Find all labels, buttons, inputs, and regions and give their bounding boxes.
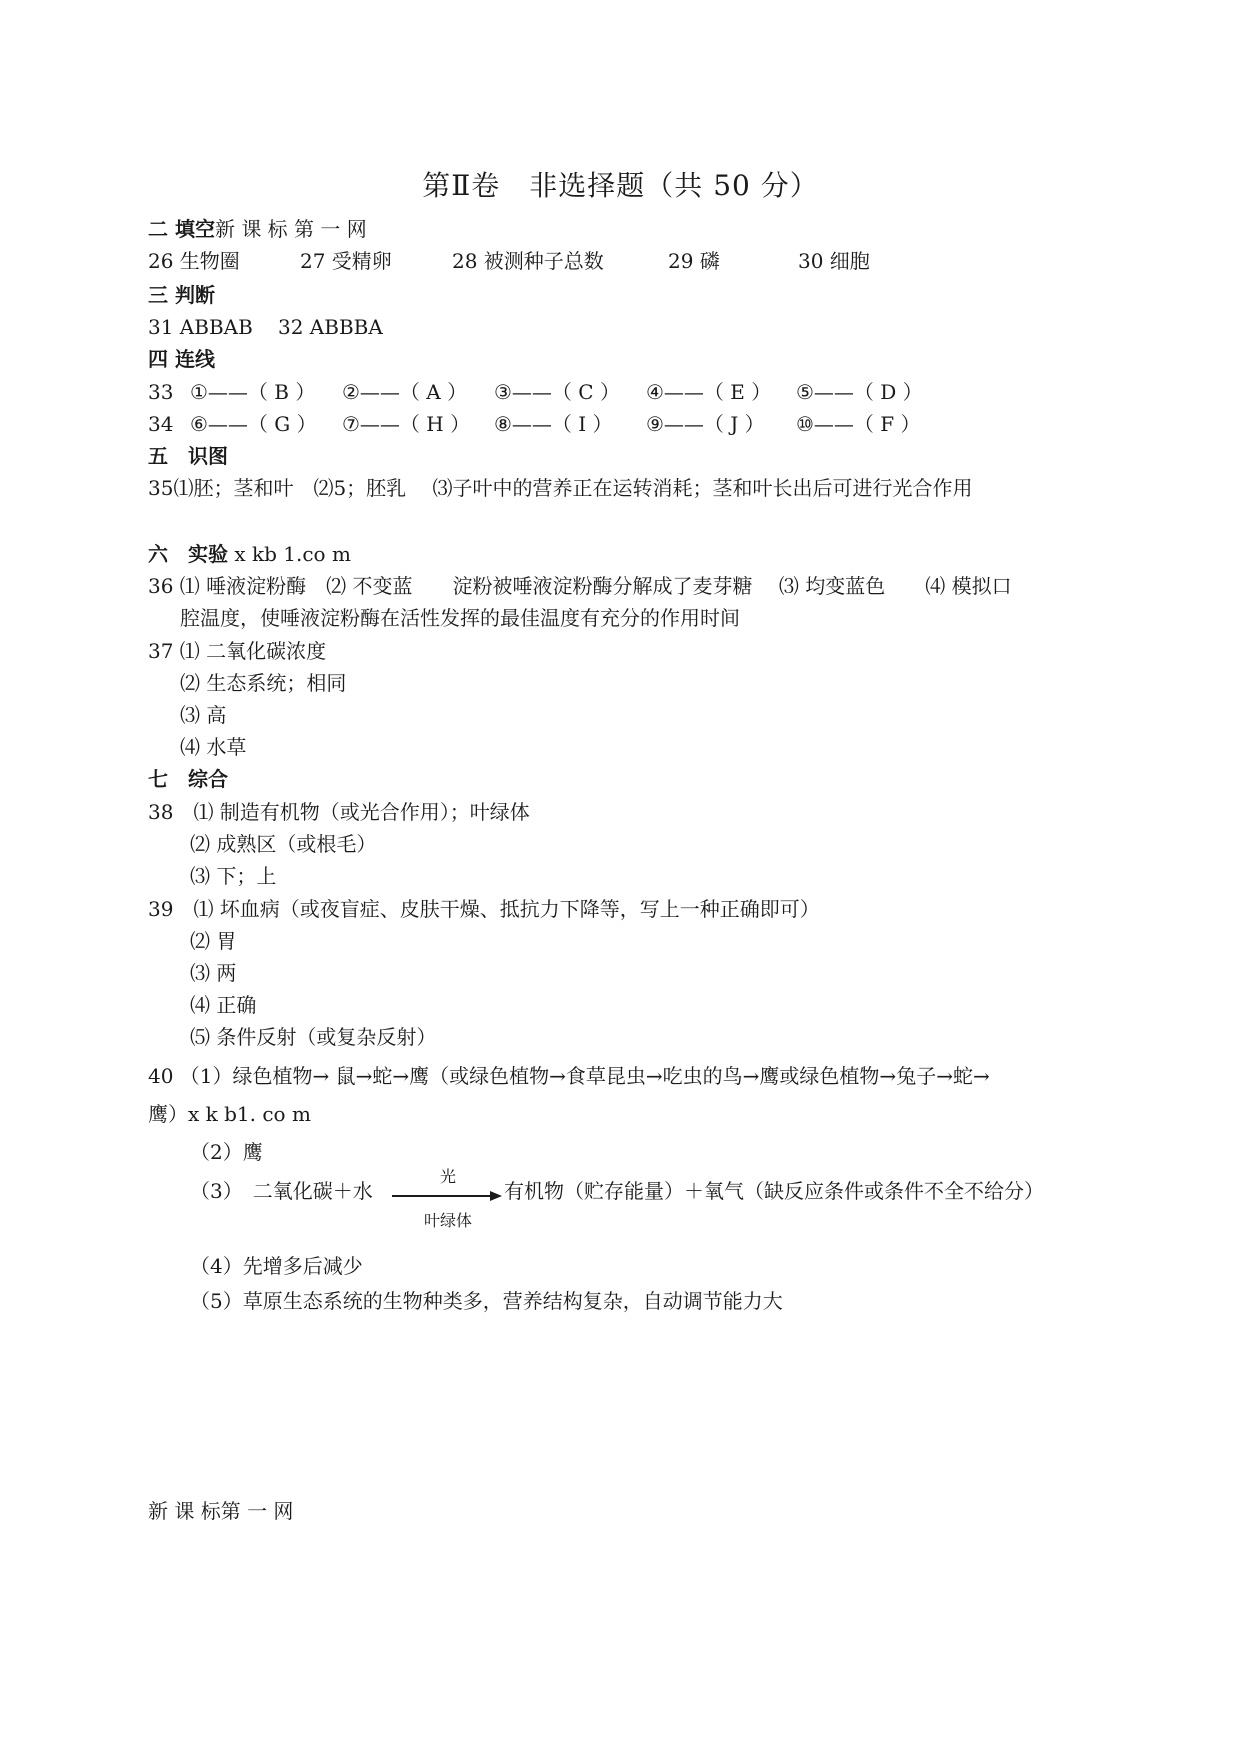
reaction-arrow [392,1168,504,1232]
answer-40-3-right: 有机物（贮存能量）＋氧气（缺反应条件或条件不全不给分） [504,1179,1044,1203]
section-6-line [148,541,351,567]
answer-36: 36 ⑴ 唾液淀粉酶 ⑵ 不变蓝 淀粉被唾液淀粉酶分解成了麦芽糖 ⑶ 均变蓝色 ⑷ 模拟口 [148,574,1012,598]
answer-30: 30 细胞 [798,249,870,273]
right-arrow-icon [392,1188,504,1204]
match-33-item: ②——（ A ） [342,380,468,404]
match-34-item: ⑧——（ I ） [494,412,613,436]
answer-37-2: ⑵ 生态系统；相同 [180,671,347,695]
reaction-condition-light: 光 [439,1167,456,1186]
match-34-item: ⑨——（ J ） [646,412,765,436]
match-33-item: ①——（ B ） [190,380,316,404]
answer-29: 29 磷 [668,249,720,273]
answer-36-continued: 腔温度，使唾液淀粉酶在活性发挥的最佳温度有充分的作用时间 [180,606,740,630]
answer-40-1-continued: 鹰）x k b1. co m [148,1102,311,1126]
answer-31: 31 ABBAB [148,315,253,339]
answer-32: 32 ABBBA [278,315,383,339]
section-2-line [148,216,367,242]
answer-39-3: ⑶ 两 [190,961,237,985]
answer-40-2: （2）鹰 [190,1140,263,1164]
answer-40-1: 40 （1）绿色植物→ 鼠→蛇→鹰（或绿色植物→食草昆虫→吃虫的鸟→鹰或绿色植物→兔子→蛇→ [148,1064,990,1088]
section-2-heading: 二 填空 [148,217,215,241]
answer-40-5: （5）草原生态系统的生物种类多，营养结构复杂，自动调节能力大 [190,1289,783,1313]
match-33-item: ④——（ E ） [646,380,772,404]
section-5-heading: 五 识图 [148,444,228,468]
answer-38-2: ⑵ 成熟区（或根毛） [190,832,377,856]
reaction-condition-chloroplast: 叶绿体 [423,1211,472,1230]
match-34-item: ⑩——（ F ） [796,412,921,436]
answer-35: 35⑴胚；茎和叶 ⑵5；胚乳 ⑶子叶中的营养正在运转消耗；茎和叶长出后可进行光合作用 [148,476,973,500]
section-7-heading: 七 综合 [148,767,228,791]
section-3-heading: 三 判断 [148,283,215,307]
answer-37-1: 37 ⑴ 二氧化碳浓度 [148,639,327,663]
answer-27: 27 受精卵 [300,249,392,273]
page-title: 第Ⅱ卷 非选择题（共 50 分） [422,169,819,202]
match-33-item: ③——（ C ） [494,380,620,404]
answer-40-3-left: （3） 二氧化碳＋水 [190,1179,373,1203]
watermark-text: x kb 1.co m [228,542,351,566]
answer-39-5: ⑸ 条件反射（或复杂反射） [190,1025,437,1049]
watermark-text: 新 课 标 第 一 网 [214,217,367,241]
answer-38-3: ⑶ 下；上 [190,864,277,888]
answer-39-4: ⑷ 正确 [190,993,257,1017]
match-34-item: ⑦——（ H ） [342,412,471,436]
answer-39-2: ⑵ 胃 [190,929,237,953]
section-6-heading: 六 实验 [148,542,228,566]
answer-28: 28 被测种子总数 [452,249,604,273]
match-34-number: 34 [148,412,174,436]
answer-37-4: ⑷ 水草 [180,735,247,759]
section-4-heading: 四 连线 [148,347,215,371]
footer-watermark: 新 课 标第 一 网 [148,1499,294,1523]
answer-39-1: 39 ⑴ 坏血病（或夜盲症、皮肤干燥、抵抗力下降等，写上一种正确即可） [148,897,820,921]
match-33-item: ⑤——（ D ） [796,380,923,404]
answer-40-4: （4）先增多后减少 [190,1254,363,1278]
match-34-item: ⑥——（ G ） [190,412,317,436]
match-33-number: 33 [148,380,174,404]
answer-38-1: 38 ⑴ 制造有机物（或光合作用）；叶绿体 [148,800,530,824]
answer-37-3: ⑶ 高 [180,703,227,727]
answer-26: 26 生物圈 [148,249,240,273]
